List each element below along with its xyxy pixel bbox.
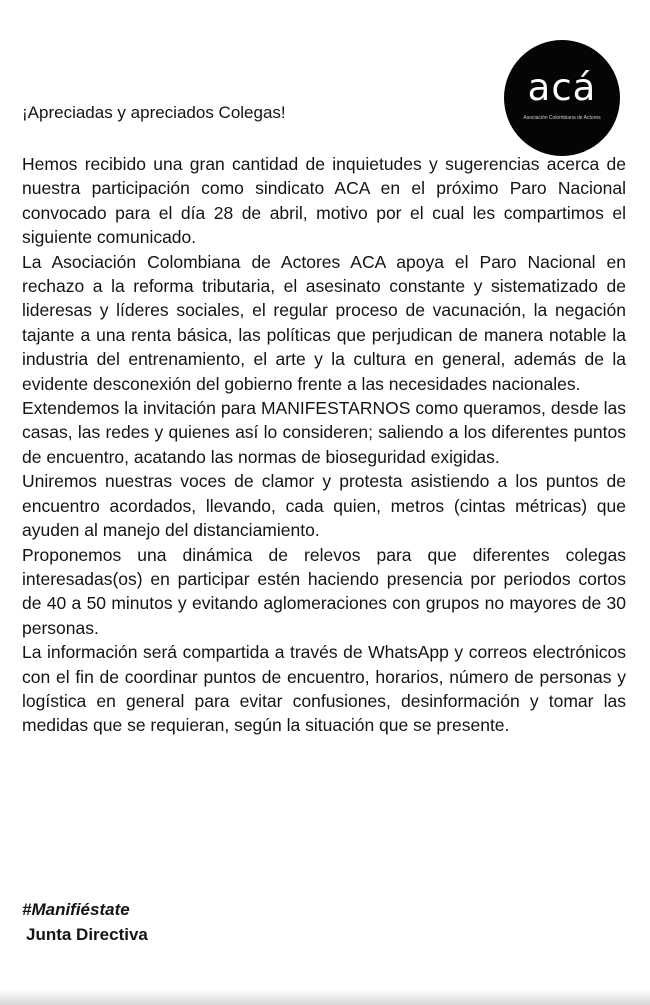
paragraph-information: La información será compartida a través de WhatsApp y correos electrónicos con el fin de coordinar puntos de encuentro, horarios, número de personas y logística en general para evitar confusiones, desinformación y tomar las medidas que se requieran, según la situación que se presente. (22, 642, 626, 736)
hashtag: #Manifiéstate (22, 900, 130, 919)
greeting: ¡Apreciadas y apreciados Colegas! (22, 103, 286, 122)
board-signature: Junta Directiva (26, 925, 148, 944)
aca-logo (504, 40, 620, 156)
paragraph-intro: Hemos recibido una gran cantidad de inquietudes y sugerencias acerca de nuestra participación como sindicato ACA en el próximo Paro Nacional convocado para el día 28 de abril, motivo por el cual les compartimos el siguiente comunicado. (22, 154, 626, 248)
paragraph-voices: Uniremos nuestras voces de clamor y protesta asistiendo a los puntos de encuentro acordados, llevando, cada quien, metros (cintas métricas) que ayuden al manejo del distanciamiento. (22, 471, 626, 541)
paragraph-invitation: Extendemos la invitación para MANIFESTARNOS como queramos, desde las casas, las redes y quienes así lo consideren; saliendo a los diferentes puntos de encuentro, acatando las normas de bioseguridad exigidas. (22, 398, 626, 467)
logo-wordmark: acá (527, 66, 597, 109)
bottom-edge-shadow (0, 989, 650, 1005)
paragraph-support: La Asociación Colombiana de Actores ACA apoya el Paro Nacional en rechazo a la reforma tributaria, el asesinato constante y sistematizado de lideresas y líderes sociales, el regular proceso de vacunación, la negación tajante a una renta básica, las políticas que perjudican de manera notable la industria del entrenamiento, el arte y la cultura en general, además de la evidente desconexión del gobierno frente a las necesidades nacionales. (22, 251, 626, 394)
signature-block (22, 897, 148, 947)
letter-body (22, 152, 626, 738)
logo-subtitle: Asociación Colombiana de Actores (523, 115, 601, 121)
paragraph-relays: Proponemos una dinámica de relevos para que diferentes colegas interesadas(os) en participar estén haciendo presencia por periodos cortos de 40 a 50 minutos y evitando aglomeraciones con grupos no mayores de 30 personas. (22, 544, 626, 638)
